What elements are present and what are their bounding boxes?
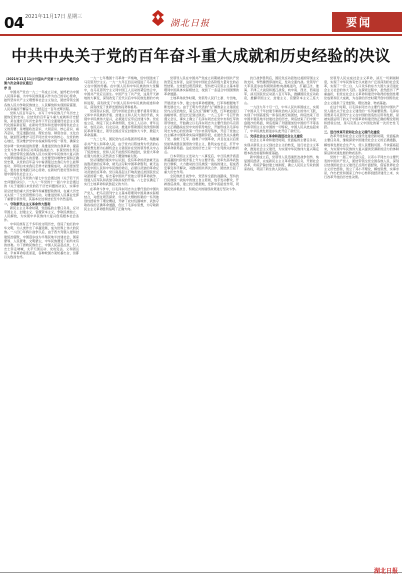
- article-paragraph: 一九二七年，国民党内反动集团背叛革命，残酷屠杀共产党人和革命人民，由于党内以陈独秀为代表的右倾思想发展为右倾机会主义错误并在党的领导机关中占了统治地位，党和人民不能组织有效抵抗，致使大革命在强大的敌人突然袭击下遭到惨重失败。: [84, 137, 159, 158]
- logo-emblem-icon: [150, 9, 166, 27]
- article-column-5: [324, 76, 399, 570]
- section-heading: （2021年11月11日中国共产党第十九届中央委员会第六次全体会议通过）: [4, 77, 79, 86]
- section-heading: 三、进行改革开放和社会主义现代化建设: [324, 130, 380, 135]
- article-paragraph: 新中国成立后，党领导人民迅速医治战争创伤、恢复国民经济，完成新民主主义革命遗留任务，开展社会改革，彻底铲除封建土地制度，确立人民民主专政的国家政权，巩固了新生的人民政权。: [244, 154, 319, 172]
- article-paragraph: 日本帝国主义发动九一八事变后，中日民族矛盾逐渐超越国内阶级矛盾上升为主要矛盾。党率先高举武装抗日旗帜，大力推动抗日民族统一战线的建立，促成西安事变和平解决，对推动国共再次合作、团结抗日起了重大历史作用。: [164, 153, 239, 175]
- section-tab: [332, 12, 402, 32]
- section-heading: 二、完成社会主义革命和推进社会主义建设: [244, 134, 303, 139]
- article-paragraph: 党领导人民在中国共产党成立初期就是中国共产党的坚定支持者，这是当时中国社会各阶级力量对比的必然结果。全党经过艰苦探索，坚持把马克思主义基本原理同中国具体实际相结合，找到了一条适合中国国情的革命道路。: [164, 76, 239, 97]
- article-paragraph: 党和人民百年奋斗，书写了中华民族几千年历史上最恢宏的史诗。总结党的百年奋斗重大成就和历史经验，是在建党百年历史条件下开启全面建设社会主义现代化国家新征程、在新时代坚持和发展中国特色社会主义的需要；是增强政治意识、大局意识、核心意识、看齐意识，坚定道路自信、理论自信、制度自信、文化自信，做到坚决维护习近平同志党中央的核心、全党的核心地位，坚决维护党中央权威和集中统一领导，确保全党步调一致向前进的需要；是推进党的自我革命、提高全党斗争本领和应对风险挑战能力、永葆党的生机活力、团结带领全国各族人民为实现中华民族伟大复兴的中国梦而继续奋斗的需要。全党要坚持唯物史观和正确党史观，从党的百年奋斗中看清楚过去我们为什么能够成功、弄明白未来我们怎样才能继续成功，从而更加坚定、更加自觉地践行初心使命，在新时代更好坚持和发展中国特色社会主义。: [4, 110, 79, 177]
- newspaper-name: 湖北日报: [170, 19, 211, 29]
- newspaper-logo: [150, 6, 250, 32]
- section-label: 要闻: [346, 16, 372, 29]
- article-paragraph: 社会主义革命和建设时期，党面临的主要任务是，实现从新民主主义到社会主义的转变，进行社会主义革命，推进社会主义建设，为实现中华民族伟大复兴奠定根本政治前提和制度基础。: [244, 138, 319, 155]
- section-heading: 序 言: [4, 86, 12, 91]
- article-paragraph: 在这个时期，以毛泽东同志为主要代表的中国共产党人提出关于社会主义建设的一系列重要思想。毛泽东思想是马克思列宁主义在中国的创造性运用和发展，是被实践证明了的关于中国革命和建设的正确的理论原则和经验总结，是马克思主义中国化的第一次历史性飞跃。: [324, 104, 399, 130]
- page-header: [0, 0, 402, 40]
- article-paragraph: 全民族抗日战争中，党坚持全面抗战路线，坚持抗日民族统一战线中的独立自主原则，放手发动群众，开辟敌后战场，建立抗日根据地，发挥中流砥柱作用，同国民党消极抗日、积极反共的错误政策进行坚决斗争。: [164, 174, 239, 191]
- article-column-1: [4, 76, 79, 570]
- article-headline: 中共中央关于党的百年奋斗重大成就和历史经验的决议: [11, 47, 391, 65]
- article-body: [4, 76, 400, 570]
- article-paragraph: 中国共产党自一九二一年成立以来，始终把为中国人民谋幸福、为中华民族谋复兴作为自己的初心使命，始终坚持共产主义理想和社会主义信念，团结带领全国各族人民为争取民族独立、人民解放和实现国家富强、人民幸福而不懈奋斗，已经走过一百年光辉历程。: [4, 90, 79, 111]
- article-column-2: [84, 76, 159, 570]
- article-column-3: [164, 76, 239, 570]
- section-heading: 一、夺取新民主主义革命伟大胜利: [4, 201, 51, 206]
- issue-info: 2021年11月17日 星期三: [25, 14, 83, 20]
- page-number: 04: [4, 14, 24, 32]
- article-paragraph: 中华民族有五千多年的文明历史，创造了灿烂的中华文明，为人类作出了卓越贡献，成为世界上伟大的民族。一八四〇年鸦片战争以后，由于西方列强入侵和封建统治腐败，中国逐步成为半殖民地半封建社会，国家蒙辱、人民蒙难、文明蒙尘，中华民族遭受了前所未有的劫难。为了拯救民族危亡，中国人民奋起反抗，仁人志士奔走呐喊，太平天国运动、戊戌变法、义和团运动、辛亥革命接连而起，各种救国方案轮番出台，但都以失败而告终。: [4, 222, 79, 260]
- article-paragraph: 改革开放和社会主义现代化建设新时期，党面临的主要任务是，继续探索中国建设社会主义的正确道路，解放和发展社会生产力，使人民摆脱贫困、尽快富裕起来，为实现中华民族伟大复兴提供充满新的活力的体制保证和快速发展的物质条件。: [324, 134, 399, 155]
- article-paragraph: 一九四九年十月一日，中华人民共和国成立，实现了中国从几千年封建专制政治向人民民主的伟大飞跃，实现了中国高度统一和各民族空前团结，彻底结束了旧中国半殖民地半封建社会的历史，彻底结束了旧中国一盘散沙的局面，彻底废除了列强强加给中国的不平等条约和帝国主义在中国的一切特权，中国人民从此站起来了，中华民族发展进步从此开启了新纪元。: [244, 104, 319, 134]
- article-paragraph: 抗日战争胜利后，国民党反动派依仗美国帝国主义的支持，悍然撕毁停战协定，发动全面内战。党领导广大军民逐步由积极防御转向战略进攻，打赢辽沈、淮海、平津三大战役和渡江战役，向中南、西北、西南进军，消灭国民党反动派八百万军队，推翻国民党反动政府，推翻帝国主义、封建主义、官僚资本主义三座大山。: [244, 76, 319, 105]
- article-paragraph: 一九一七年俄国十月革命一声炮响，给中国送来了马克思列宁主义。一九一九年五四运动促进了马克思主义在中国的传播。在中国人民和中华民族的伟大觉醒中，在马克思列宁主义同中国工人运动的紧密结合中，中国共产党应运而生。中国产生了共产党，这是开天辟地的大事变，深刻改变了近代以后中华民族发展的方向和进程，深刻改变了中国人民和中华民族的前途和命运，深刻改变了世界发展的趋势和格局。: [84, 76, 159, 109]
- article-paragraph: 在革命斗争中，以毛泽东同志为主要代表的中国共产党人，把马克思列宁主义基本原理同中国具体实际相结合，对经过艰苦探索、付出巨大牺牲积累的一系列独创性经验作了理论概括，开辟了农村包围城市、武装夺取政权的正确革命道路，创立了毛泽东思想，为夺取新民主主义革命胜利指明了正确方向。: [84, 186, 159, 211]
- page-footer: [0, 572, 402, 581]
- article-paragraph: 党领导人民完成社会主义革命，消灭一切剥削制度，实现了中华民族有史以来最为广泛而深刻的社会变革，实现了一穷二白、人口众多的东方大国大步迈进社会主义社会的伟大飞跃。在探索过程中，虽然经历了严重曲折，但党在社会主义革命和建设中取得的独创性理论成果和巨大成就，为在新的历史时期开创中国特色社会主义提供了宝贵经验、理论准备、物质基础。: [324, 76, 399, 105]
- footer-watermark: 湖北日报: [373, 568, 398, 575]
- header-rule: [0, 34, 402, 36]
- article-paragraph: 一九四五年党的六届七中全会通过的《关于若干历史问题的决议》、一九八一年党的十一届六中全会通过的《关于建国以来党的若干历史问题的决议》，实事求是总结党的重大历史事件和重要经验教训，在重大历史关头统一了全党思想和行动，对推进党和人民事业发挥了重要引领作用，其基本论述和结论至今仍然适用。: [4, 176, 79, 201]
- footer-rule: [0, 572, 402, 573]
- article-paragraph: 新民主主义革命时期，党面临的主要任务是，反对帝国主义、封建主义、官僚资本主义，争取民族独立、人民解放，为实现中华民族伟大复兴创造根本社会条件。: [4, 205, 79, 223]
- article-paragraph: 党从残酷的现实中认识到，没有革命的武装就无法战胜武装的反革命，就无法夺取中国革命胜利，就无法改变中国人民和中华民族的命运，必须以武装的革命反对武装的反革命。党以南昌起义打响武装反抗国民党反动派的第一枪，标志着中国共产党独立领导革命战争、创建人民军队和武装夺取政权的开端。八七会议确定了实行土地革命和武装起义的方针。: [84, 157, 159, 187]
- article-column-4: [244, 76, 319, 570]
- article-paragraph: 党的十一届三中全会以后，以邓小平同志为主要代表的中国共产党人，团结带领全党全国各族人民，深刻总结我国社会主义建设正反两方面经验，借鉴世界社会主义历史经验，创立了邓小平理论，解放思想，实事求是，作出把党和国家工作中心转移到经济建设上来、实行改革开放的历史性决策。: [324, 154, 399, 180]
- article-paragraph: 土地革命战争时期，党领导人民打土豪、分田地，开展武装斗争，建立农村革命根据地，红军和根据地不断发展壮大。由于王明为代表的"左"倾教条主义错误在党内占统治地位，第五次反"围剿"失败，红军被迫进行战略转移，经过长征到达陕北。一九三五年一月召开的遵义会议，事实上确立了毛泽东同志在党中央和红军的领导地位，开始确立以毛泽东同志为主要代表的马克思主义正确路线在党中央的领导地位，开始形成以毛泽东同志为核心的党的第一代中央领导集体，开启了党独立自主解决中国革命实际问题新阶段，在最危急关头挽救了党、挽救了红军、挽救了中国革命，并且在这以后使党能够战胜张国焘的分裂主义，胜利完成长征，打开中国革命新局面。这在党的历史上是一个生死攸关的转折点。: [164, 96, 239, 154]
- article-paragraph: 党深刻认识到，近代中国社会的主要矛盾是帝国主义和中华民族的矛盾、封建主义和人民大众的矛盾，实现中华民族伟大复兴，必须进行反帝反封建斗争。党在成立后，制定了民主革命纲领，发动工人运动、青年运动、农民运动、妇女运动，推进并帮助国民党改组和国民革命军建立，领导全国反帝反封建伟大斗争，掀起大革命高潮。: [84, 108, 159, 138]
